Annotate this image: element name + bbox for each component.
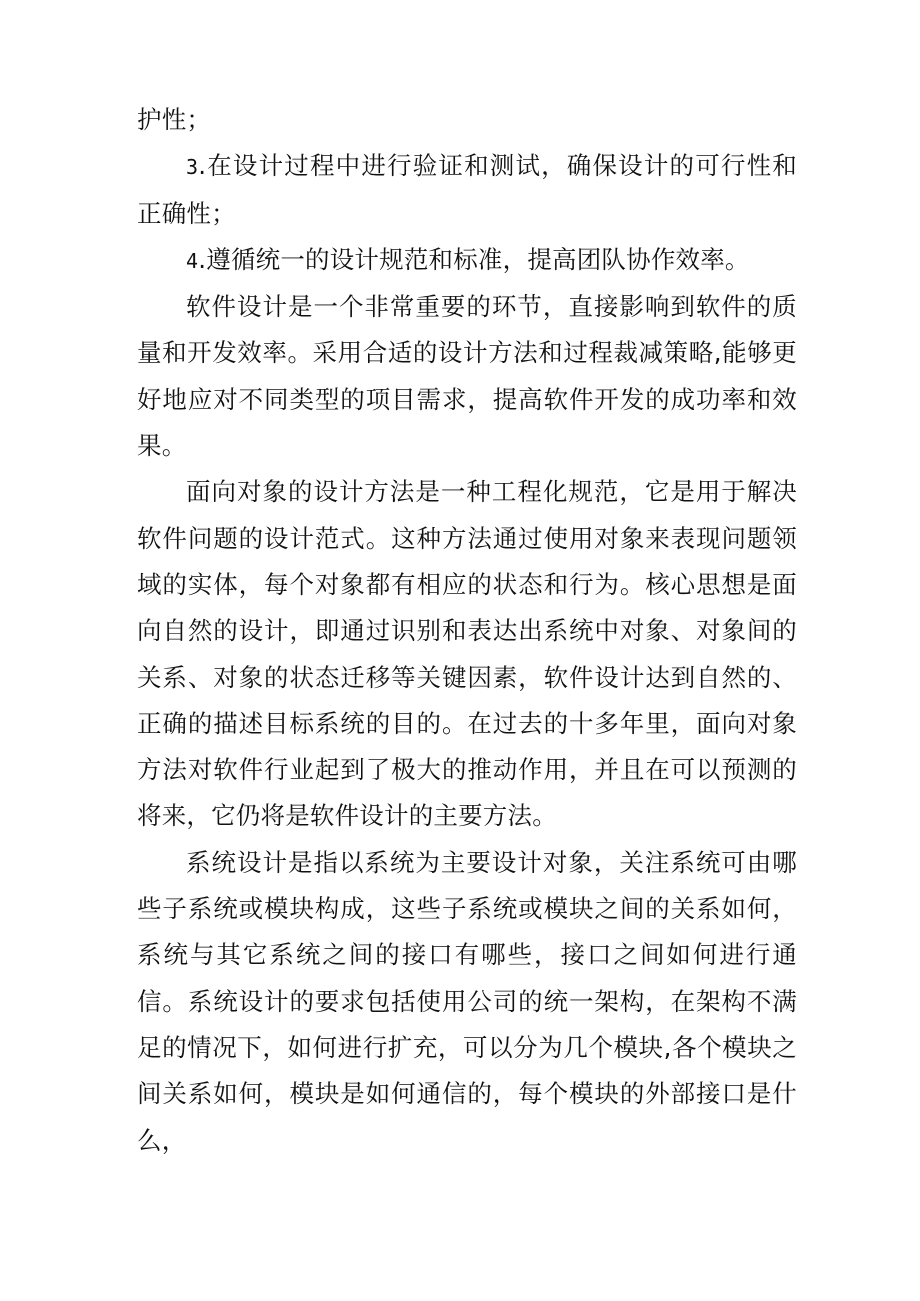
paragraph-oo-design [137, 469, 797, 839]
paragraph-system-design [137, 840, 797, 1164]
list-number: 3 [186, 155, 199, 180]
paragraph-text: 护性； [137, 105, 212, 134]
paragraph-text: 面向对象的设计方法是一种工程化规范，它是用于解决软件问题的设计范式。这种方法通过使用对象来表现问题领域的实体，每个对象都有相应的状态和行为。核心思想是面向自然的设计，即通过识别和表达出系统中对象、对象间的关系、对象的状态迁移等关键因素，软件设计达到自然的、正确的描述目标系统的目的。在过去的十多年里，面向对象方法对软件行业起到了极大的推动作用，并且在可以预测的将来，它仍将是软件设计的主要方法。 [137, 477, 797, 831]
list-number: 4 [186, 248, 199, 273]
list-item-text: .在设计过程中进行验证和测试，确保设计的可行性和正确性； [137, 151, 797, 228]
paragraph-text: 系统设计是指以系统为主要设计对象，关注系统可由哪些子系统或模块构成，这些子系统或模块之间的关系如何，系统与其它系统之间的接口有哪些，接口之间如何进行通信。系统设计的要求包括使用公司的统一架构，在架构不满足的情况下，如何进行扩充，可以分为几个模块,各个模块之间关系如何，模块是如何通信的，每个模块的外部接口是什么， [137, 847, 797, 1155]
paragraph-summary [137, 284, 797, 469]
list-item-3 [137, 143, 797, 237]
paragraph-text: 软件设计是一个非常重要的环节，直接影响到软件的质量和开发效率。采用合适的设计方法和过程裁减策略,能够更好地应对不同类型的项目需求，提高软件开发的成功率和效果。 [137, 292, 797, 461]
paragraph-continuation [137, 97, 797, 143]
list-item-4 [137, 237, 797, 284]
list-item-text: .遵循统一的设计规范和标准，提高团队协作效率。 [198, 244, 750, 274]
document-body [137, 97, 797, 1164]
